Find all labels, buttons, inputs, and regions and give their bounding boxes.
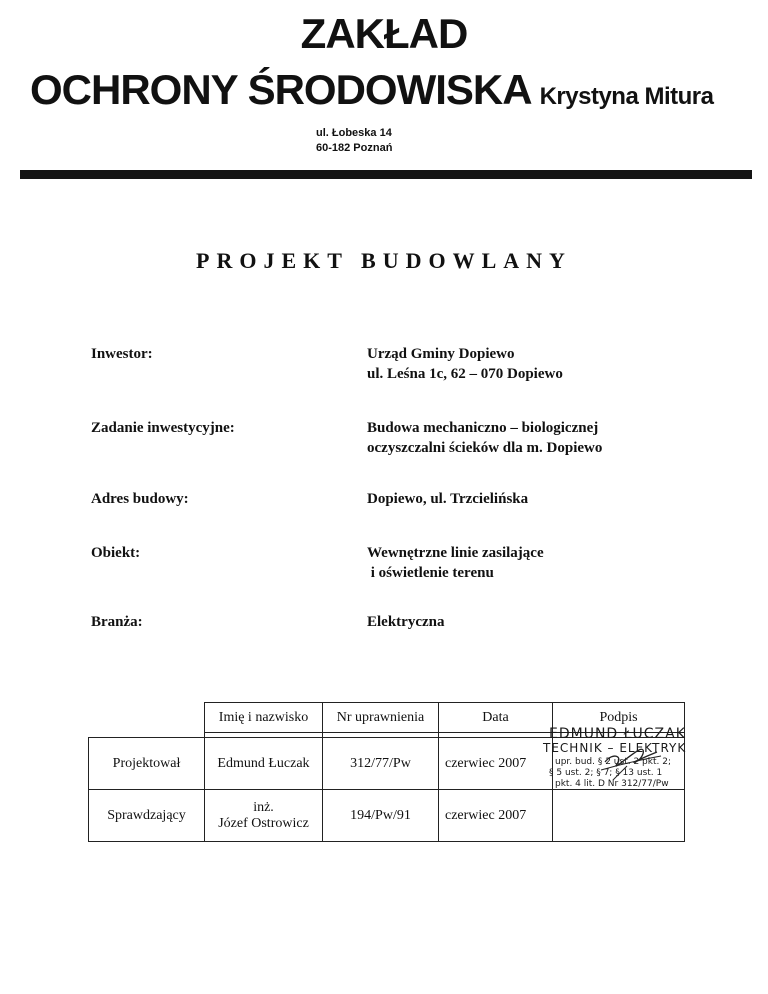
field-value-line: Dopiewo, ul. Trzcielińska bbox=[367, 491, 529, 507]
name-cell bbox=[205, 790, 323, 842]
name-title: inż. bbox=[253, 799, 274, 815]
field-value-line: Wewnętrzne linie zasilające bbox=[367, 545, 544, 561]
stamp-line-5: pkt. 4 lit. D Nr 312/77/Pw bbox=[555, 779, 669, 789]
field-label-object: Obiekt: bbox=[91, 545, 141, 561]
address-street: ul. Łobeska 14 bbox=[316, 127, 392, 139]
stamp-line-3: upr. bud. § 2 ust. 2 pkt. 2; bbox=[555, 757, 671, 767]
company-name-line2 bbox=[30, 66, 713, 114]
field-value-line: ul. Leśna 1c, 62 – 070 Dopiewo bbox=[367, 366, 563, 382]
signature-cell bbox=[553, 790, 685, 842]
name-text: Józef Ostrowicz bbox=[218, 815, 309, 831]
empty-cell bbox=[89, 703, 205, 733]
header-license: Nr uprawnienia bbox=[323, 703, 439, 733]
company-owner: Krystyna Mitura bbox=[539, 83, 714, 110]
field-value-investor bbox=[367, 344, 563, 384]
stamp-line-4: § 5 ust. 2; § 7; § 13 ust. 1 bbox=[549, 768, 663, 778]
date-cell: czerwiec 2007 bbox=[439, 738, 553, 790]
field-value-site-address bbox=[367, 489, 528, 509]
company-name-main: OCHRONY ŚRODOWISKA bbox=[30, 66, 532, 113]
header-name: Imię i nazwisko bbox=[205, 703, 323, 733]
field-value-line: Budowa mechaniczno – biologicznej bbox=[367, 420, 599, 436]
field-value-line: i oświetlenie terenu bbox=[367, 565, 494, 581]
field-label-task: Zadanie inwestycyjne: bbox=[91, 420, 235, 436]
company-name-line1: ZAKŁAD bbox=[300, 10, 468, 57]
field-value-branch bbox=[367, 612, 444, 632]
field-value-line: Urząd Gminy Dopiewo bbox=[367, 346, 515, 362]
field-value-line: oczyszczalni ścieków dla m. Dopiewo bbox=[367, 440, 603, 456]
stamp-line-2: TECHNIK – ELEKTRYK bbox=[543, 741, 687, 755]
stamp-line-1: EDMUND ŁUCZAK bbox=[549, 726, 686, 742]
field-label-branch: Branża: bbox=[91, 614, 143, 630]
address-city: 60-182 Poznań bbox=[316, 142, 393, 154]
field-label-site-address: Adres budowy: bbox=[91, 491, 189, 507]
date-cell: czerwiec 2007 bbox=[439, 790, 553, 842]
field-value-task bbox=[367, 418, 602, 458]
role-cell: Sprawdzający bbox=[89, 790, 205, 842]
field-value-object bbox=[367, 543, 544, 583]
table-row bbox=[89, 790, 685, 842]
header-divider bbox=[20, 170, 752, 179]
role-cell: Projektował bbox=[89, 738, 205, 790]
document-title: PROJEKT BUDOWLANY bbox=[196, 248, 572, 273]
name-cell: Edmund Łuczak bbox=[205, 738, 323, 790]
license-cell: 312/77/Pw bbox=[323, 738, 439, 790]
license-stamp bbox=[543, 726, 713, 796]
field-value-line: Elektryczna bbox=[367, 614, 445, 630]
header-date: Data bbox=[439, 703, 553, 733]
license-cell: 194/Pw/91 bbox=[323, 790, 439, 842]
handwritten-signature bbox=[543, 726, 713, 796]
field-label-investor: Inwestor: bbox=[91, 346, 153, 362]
header-signature: Podpis bbox=[553, 703, 685, 733]
